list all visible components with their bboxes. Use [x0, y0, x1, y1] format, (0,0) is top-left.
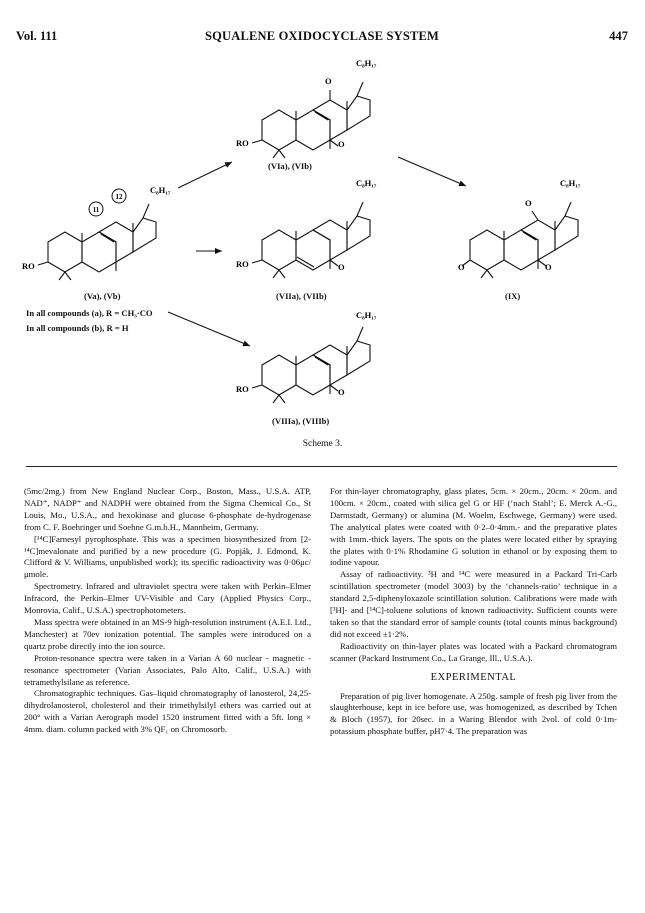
paragraph: Proton-resonance spectra were taken in a Varian A 60 nuclear - magnetic - resonance spectrometer (Varian Associates, Palo Alto, Calif., U.S.A.) with tetramethylsilane as reference.	[24, 652, 311, 687]
ro-label: RO	[236, 138, 249, 148]
side-chain-label: C₈H₁₇	[356, 310, 377, 320]
ro-label: RO	[22, 261, 35, 271]
compound-label-VII: (VIIa), (VIIb)	[276, 291, 327, 301]
compound-label-VI: (VIa), (VIb)	[268, 161, 312, 171]
oxo-label: O	[545, 262, 552, 272]
scheme-note-a: In all compounds (a), R = CH₃·CO	[26, 308, 153, 318]
compound-label-V: (Va), (Vb)	[84, 291, 121, 301]
paragraph: Preparation of pig liver homogenate. A 250g. sample of fresh pig liver from the slaughterhouse, kept in ice before use, was homogenized, as described by Tchen & Bloch (1957), for 20sec. in a Waring Blendor with 2vol. of cold 0·1m-potassium phosphate buffer, pH7·4. The preparation was	[330, 690, 617, 737]
running-title: SQUALENE OXIDOCYCLASE SYSTEM	[204, 29, 440, 43]
side-chain-label: C₈H₁₇	[356, 178, 377, 188]
paragraph: [¹⁴C]Farnesyl pyrophosphate. This was a specimen biosynthesized from [2-¹⁴C]mevalonate and purified by a new procedure (G. Popják, J. Edmond, K. Clifford & V. Williams, unpublished work); its specific radioactivity was 0·06μc/μmole.	[24, 533, 311, 580]
volume-number: Vol. 111	[16, 29, 58, 43]
oxo-label: O	[338, 139, 345, 149]
position-12-label: 12	[115, 193, 123, 201]
structure-VIIa	[252, 202, 370, 278]
reaction-arrow	[178, 162, 232, 188]
scheme-note-b: In all compounds (b), R = H	[26, 323, 129, 333]
paragraph: Mass spectra were obtained in an MS-9 high-resolution instrument (A.E.I. Ltd., Manchester) at 70ev ionization potential. The samples were introduced on a quartz probe directly into the ion source.	[24, 616, 311, 651]
ro-label: RO	[236, 259, 249, 269]
oxo-label: O	[325, 76, 332, 86]
left-column	[24, 486, 311, 736]
side-chain-label: C₈H₁₇	[356, 58, 377, 68]
structure-IX	[462, 202, 578, 278]
paragraph: Chromatographic techniques. Gas–liquid chromatography of lanosterol, 24,25-dihydrolanosterol, cholesterol and their trimethylsilyl ethers was carried out at 200° with a Varian Aerograph model 1520 instrument fitted with a 5ft. long × 4mm. diam. column packed with 3% QF₁ on Chromosorb.	[24, 688, 311, 735]
paragraph: Assay of radioactivity. ³H and ¹⁴C were measured in a Packard Tri-Carb scintillation spectrometer (model 3003) by the ‘channels-ratio’ technique in a standard 2,5-diphenyloxazole scintillation solution. Calibrations were made with [³H]- and [¹⁴C]-toluene solutions of known radioactivity. Sufficient counts were taken so that the standard error of sample counts (total counts minus background) did not exceed ±1·2%.	[330, 569, 617, 639]
paragraph: Spectrometry. Infrared and ultraviolet spectra were taken with Perkin–Elmer Infracord, the Perkin–Elmer UV-Visible and Cary (Applied Physics Corp., Monrovia, Calif., U.S.A.) spectrophotometers.	[24, 581, 311, 616]
compound-label-VIII: (VIIIa), (VIIIb)	[272, 416, 330, 426]
paragraph: (5mc/2mg.) from New England Nuclear Corp., Boston, Mass., U.S.A. ATP, NAD⁺, NADP⁺ and NADPH were obtained from the Sigma Chemical Co., St Louis, Mo., U.S.A., and hexokinase and glucose 6-phosphate de-hydrogenase from C. F. Boehringer und Soehne G.m.b.H., Mannheim, Germany.	[24, 486, 311, 532]
structure-VIIIa	[252, 327, 370, 403]
reaction-scheme	[0, 50, 645, 430]
scheme-caption: Scheme 3.	[302, 439, 343, 449]
oxo-label: O	[458, 262, 465, 272]
compound-label-IX: (IX)	[505, 291, 521, 301]
right-column	[330, 486, 617, 738]
position-11-label: 11	[92, 206, 100, 214]
paragraph: Radioactivity on thin-layer plates was located with a Packard chromatogram scanner (Packard Instrument Co., La Grange, Ill., U.S.A.).	[330, 640, 617, 663]
section-heading: EXPERIMENTAL	[430, 671, 517, 683]
oxo-label: O	[338, 387, 345, 397]
ro-label: RO	[236, 384, 249, 394]
structure-VIa	[252, 82, 370, 158]
oxo-label: O	[525, 198, 532, 208]
structure-Va	[38, 204, 156, 280]
reaction-arrow	[398, 157, 466, 186]
running-header	[16, 29, 628, 45]
side-chain-label: C₈H₁₇	[150, 185, 171, 195]
page-number: 447	[609, 29, 628, 43]
paragraph: For thin-layer chromatography, glass plates, 5cm. × 20cm., 20cm. × 20cm. and 100cm. × 20cm., coated with silica gel G or HF (‘nach Stahl’; E. Merck A.-G., Darmstadt, Germany) or alumina (M. Woelm, Eschwege, Germany) were used. The analytical plates were coated with 0·2–0·4mm.- and the preparative plates with 1mm.-thick layers. The spots on the plates were located either by spraying the plates with 0·1% Rhodamine G solution in ethanol or by exposing them to iodine vapour.	[330, 486, 617, 568]
reaction-arrow	[168, 312, 250, 346]
side-chain-label: C₈H₁₇	[560, 178, 581, 188]
section-divider	[26, 466, 617, 467]
oxo-label: O	[338, 262, 345, 272]
